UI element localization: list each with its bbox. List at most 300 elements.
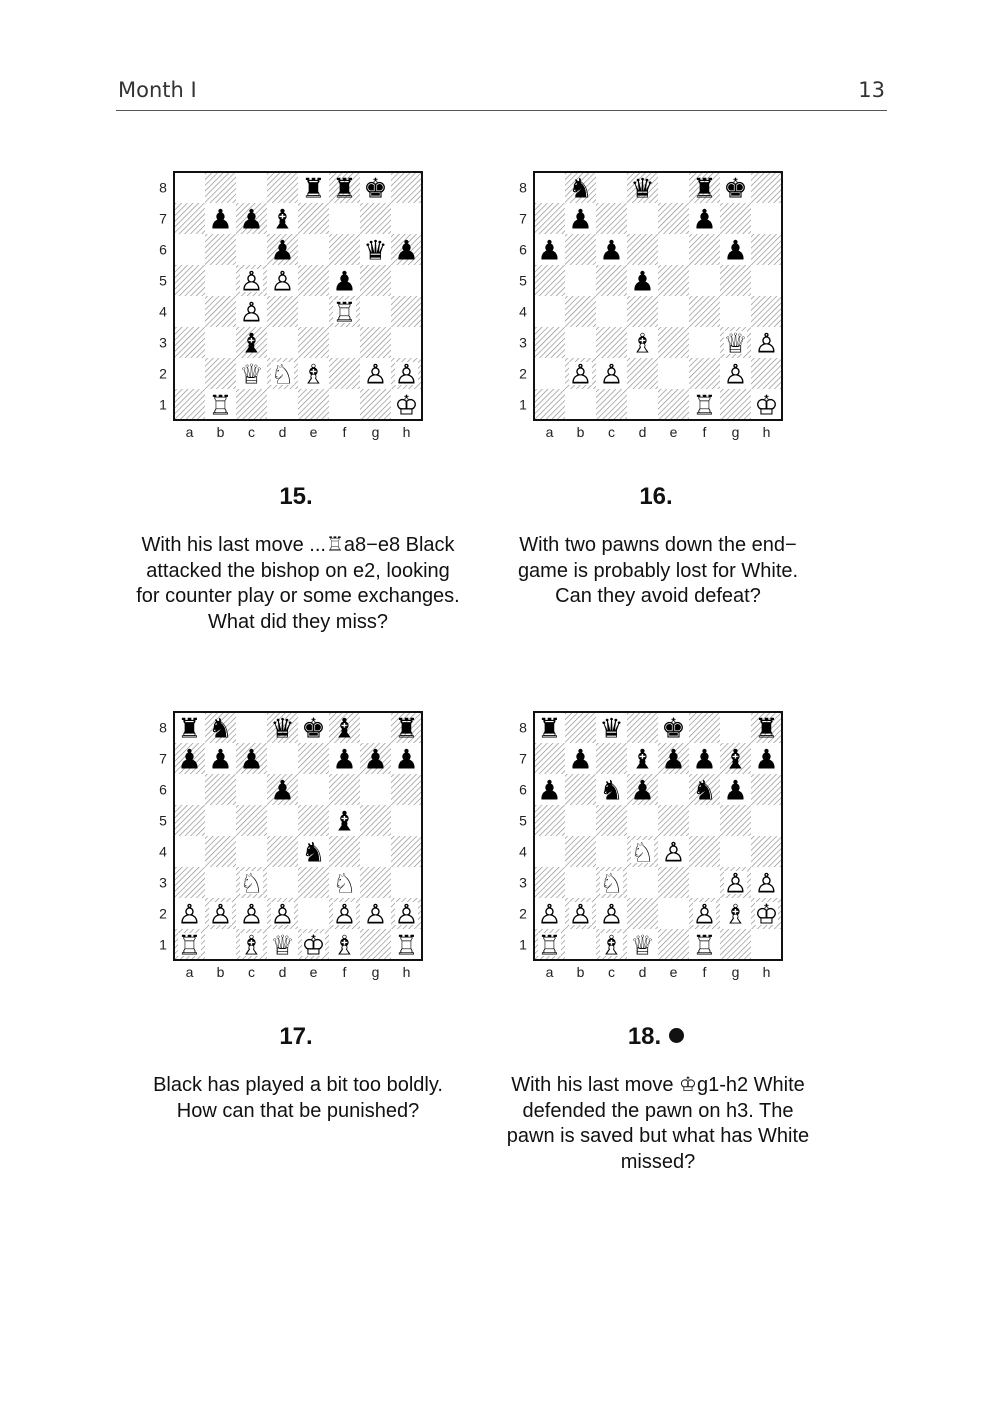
black-rook-icon: ♜ — [394, 713, 419, 745]
square-b3 — [205, 867, 236, 898]
white-pawn-icon: ♙ — [394, 359, 419, 391]
rank-label: 8 — [159, 719, 167, 736]
black-pawn-icon: ♟ — [692, 204, 717, 236]
square-e2 — [298, 898, 329, 929]
black-pawn-icon: ♟ — [568, 204, 593, 236]
square-c7 — [596, 203, 627, 234]
square-h3 — [391, 327, 422, 358]
white-pawn-icon: ♙ — [692, 899, 717, 931]
file-label: d — [278, 964, 287, 980]
white-queen-icon: ♕ — [270, 930, 295, 962]
square-h4 — [391, 296, 422, 327]
rank-label: 6 — [159, 781, 167, 798]
square-c8 — [236, 172, 267, 203]
file-label: f — [342, 964, 347, 980]
square-d2 — [627, 898, 658, 929]
square-d2 — [627, 358, 658, 389]
square-f4 — [689, 296, 720, 327]
square-g3 — [360, 327, 391, 358]
file-label: b — [576, 424, 585, 440]
black-pawn-icon: ♟ — [363, 744, 388, 776]
rank-label: 3 — [519, 334, 527, 351]
black-knight-icon: ♞ — [692, 775, 717, 807]
square-d5 — [267, 805, 298, 836]
white-rook-icon: ♖ — [692, 390, 717, 422]
square-a1 — [534, 389, 565, 420]
square-e6 — [658, 234, 689, 265]
rank-label: 1 — [519, 396, 527, 413]
square-a4 — [174, 296, 205, 327]
file-label: d — [638, 964, 647, 980]
square-b8 — [205, 172, 236, 203]
square-a1 — [174, 389, 205, 420]
white-pawn-icon: ♙ — [394, 899, 419, 931]
square-c5 — [596, 805, 627, 836]
square-b6 — [565, 234, 596, 265]
square-h8 — [751, 172, 782, 203]
white-pawn-icon: ♙ — [661, 837, 686, 869]
file-label: c — [248, 964, 255, 980]
square-b5 — [205, 805, 236, 836]
puzzle-number-18: 18. — [556, 1023, 756, 1051]
white-knight-icon: ♘ — [270, 359, 295, 391]
puzzle-number-17: 17. — [279, 1023, 313, 1050]
square-c8 — [596, 172, 627, 203]
file-label: h — [762, 424, 771, 440]
puzzle-description-15: With his last move ...♖a8−e8 Black attacked the bishop on e2, looking for counter play or some exchanges. What did they miss? — [136, 534, 460, 633]
square-h7 — [751, 203, 782, 234]
black-rook-icon: ♜ — [177, 713, 202, 745]
black-pawn-icon: ♟ — [661, 744, 686, 776]
square-e6 — [298, 774, 329, 805]
square-f2 — [689, 358, 720, 389]
square-d3 — [267, 867, 298, 898]
rank-label: 6 — [519, 781, 527, 798]
black-knight-icon: ♞ — [568, 173, 593, 205]
white-pawn-icon: ♙ — [177, 899, 202, 931]
square-h5 — [751, 265, 782, 296]
square-e6 — [298, 234, 329, 265]
square-g3 — [360, 867, 391, 898]
square-g1 — [720, 389, 751, 420]
black-knight-icon: ♞ — [208, 713, 233, 745]
square-e5 — [298, 805, 329, 836]
white-bishop-icon: ♗ — [301, 359, 326, 391]
square-d4 — [267, 836, 298, 867]
file-label: g — [731, 964, 740, 980]
square-f6 — [689, 234, 720, 265]
black-pawn-icon: ♟ — [332, 744, 357, 776]
square-e3 — [298, 327, 329, 358]
square-a8 — [174, 172, 205, 203]
black-pawn-icon: ♟ — [239, 204, 264, 236]
square-f3 — [689, 327, 720, 358]
white-pawn-icon: ♙ — [599, 899, 624, 931]
square-a3 — [174, 327, 205, 358]
square-f6 — [329, 234, 360, 265]
rank-label: 3 — [159, 334, 167, 351]
square-d3 — [267, 327, 298, 358]
square-c5 — [236, 805, 267, 836]
square-c6 — [236, 774, 267, 805]
square-e5 — [658, 265, 689, 296]
square-h8 — [391, 172, 422, 203]
white-rook-icon: ♖ — [332, 297, 357, 329]
black-pawn-icon: ♟ — [630, 266, 655, 298]
square-b5 — [205, 265, 236, 296]
black-pawn-icon: ♟ — [394, 235, 419, 267]
square-d7 — [267, 743, 298, 774]
white-king-icon: ♔ — [754, 899, 779, 931]
rank-label: 4 — [519, 303, 527, 320]
square-a2 — [174, 358, 205, 389]
white-pawn-icon: ♙ — [599, 359, 624, 391]
square-a3 — [534, 867, 565, 898]
file-label: f — [702, 964, 707, 980]
black-pawn-icon: ♟ — [568, 744, 593, 776]
white-pawn-icon: ♙ — [537, 899, 562, 931]
square-c7 — [596, 743, 627, 774]
black-rook-icon: ♜ — [332, 173, 357, 205]
black-knight-icon: ♞ — [301, 837, 326, 869]
square-f6 — [329, 774, 360, 805]
rank-label: 4 — [159, 303, 167, 320]
black-pawn-icon: ♟ — [239, 744, 264, 776]
rank-label: 1 — [159, 396, 167, 413]
white-pawn-icon: ♙ — [723, 359, 748, 391]
file-label: h — [402, 964, 411, 980]
rank-label: 7 — [159, 750, 167, 767]
square-b6 — [205, 774, 236, 805]
square-d8 — [267, 172, 298, 203]
white-bishop-icon: ♗ — [332, 930, 357, 962]
white-pawn-icon: ♙ — [363, 359, 388, 391]
black-pawn-icon: ♟ — [270, 235, 295, 267]
rank-label: 3 — [159, 874, 167, 891]
square-c4 — [236, 836, 267, 867]
file-label: g — [371, 964, 380, 980]
black-queen-icon: ♛ — [270, 713, 295, 745]
white-knight-icon: ♘ — [239, 868, 264, 900]
puzzle-number-16: 16. — [639, 483, 673, 510]
white-knight-icon: ♘ — [599, 868, 624, 900]
square-h6 — [751, 234, 782, 265]
square-g1 — [720, 929, 751, 960]
white-bishop-icon: ♗ — [239, 930, 264, 962]
file-label: a — [545, 964, 554, 980]
file-label: e — [309, 964, 318, 980]
square-g5 — [360, 805, 391, 836]
file-label: b — [216, 964, 225, 980]
square-a5 — [174, 805, 205, 836]
square-e7 — [298, 743, 329, 774]
square-g7 — [720, 203, 751, 234]
square-b5 — [565, 805, 596, 836]
white-pawn-icon: ♙ — [332, 899, 357, 931]
square-h4 — [391, 836, 422, 867]
square-a2 — [534, 358, 565, 389]
white-pawn-icon: ♙ — [239, 266, 264, 298]
black-king-icon: ♚ — [301, 713, 326, 745]
square-h1 — [751, 929, 782, 960]
square-f4 — [689, 836, 720, 867]
square-e5 — [658, 805, 689, 836]
white-knight-icon: ♘ — [332, 868, 357, 900]
square-e3 — [658, 327, 689, 358]
square-b6 — [565, 774, 596, 805]
black-bishop-icon: ♝ — [630, 744, 655, 776]
black-pawn-icon: ♟ — [599, 235, 624, 267]
file-label: c — [608, 424, 615, 440]
white-pawn-icon: ♙ — [754, 328, 779, 360]
square-g4 — [720, 836, 751, 867]
black-king-icon: ♚ — [661, 713, 686, 745]
square-c8 — [236, 712, 267, 743]
rank-label: 7 — [519, 750, 527, 767]
black-pawn-icon: ♟ — [208, 204, 233, 236]
white-knight-icon: ♘ — [630, 837, 655, 869]
rank-label: 8 — [519, 719, 527, 736]
square-a8 — [534, 172, 565, 203]
square-a4 — [534, 296, 565, 327]
black-pawn-icon: ♟ — [270, 775, 295, 807]
square-h2 — [751, 358, 782, 389]
square-a7 — [534, 743, 565, 774]
chapter-title: Month I — [118, 78, 197, 102]
chessboard-18 — [510, 712, 800, 987]
square-e1 — [658, 389, 689, 420]
square-f4 — [329, 836, 360, 867]
white-queen-icon: ♕ — [239, 359, 264, 391]
chessboard-17 — [150, 712, 440, 987]
white-pawn-icon: ♙ — [754, 868, 779, 900]
white-bishop-icon: ♗ — [599, 930, 624, 962]
black-knight-icon: ♞ — [599, 775, 624, 807]
file-label: b — [576, 964, 585, 980]
square-b5 — [565, 265, 596, 296]
square-b3 — [205, 327, 236, 358]
square-f7 — [329, 203, 360, 234]
black-king-icon: ♚ — [723, 173, 748, 205]
square-f5 — [689, 805, 720, 836]
square-h5 — [391, 265, 422, 296]
file-label: g — [731, 424, 740, 440]
square-b4 — [205, 296, 236, 327]
square-d4 — [267, 296, 298, 327]
black-rook-icon: ♜ — [754, 713, 779, 745]
square-g5 — [360, 265, 391, 296]
square-f2 — [329, 358, 360, 389]
rank-label: 3 — [519, 874, 527, 891]
square-c5 — [596, 265, 627, 296]
square-a5 — [174, 265, 205, 296]
square-g1 — [360, 389, 391, 420]
white-pawn-icon: ♙ — [363, 899, 388, 931]
white-rook-icon: ♖ — [208, 390, 233, 422]
rank-label: 5 — [159, 272, 167, 289]
rank-label: 5 — [519, 272, 527, 289]
square-c4 — [596, 296, 627, 327]
black-bishop-icon: ♝ — [239, 328, 264, 360]
puzzle-number-15: 15. — [279, 483, 313, 510]
difficulty-dot-icon — [669, 1028, 684, 1043]
white-pawn-icon: ♙ — [208, 899, 233, 931]
square-b1 — [565, 929, 596, 960]
square-e4 — [658, 296, 689, 327]
rank-label: 4 — [159, 843, 167, 860]
square-h7 — [391, 203, 422, 234]
black-bishop-icon: ♝ — [332, 713, 357, 745]
file-label: c — [248, 424, 255, 440]
square-e1 — [658, 929, 689, 960]
black-pawn-icon: ♟ — [537, 235, 562, 267]
square-h5 — [391, 805, 422, 836]
square-e3 — [658, 867, 689, 898]
white-queen-icon: ♕ — [630, 930, 655, 962]
black-bishop-icon: ♝ — [332, 806, 357, 838]
square-a6 — [174, 234, 205, 265]
square-h3 — [391, 867, 422, 898]
puzzle-description-17: Black has played a bit too boldly. How can that be punished? — [153, 1074, 443, 1122]
square-c3 — [596, 327, 627, 358]
black-pawn-icon: ♟ — [332, 266, 357, 298]
square-a5 — [534, 805, 565, 836]
square-a4 — [534, 836, 565, 867]
white-pawn-icon: ♙ — [270, 266, 295, 298]
black-queen-icon: ♛ — [630, 173, 655, 205]
file-label: a — [185, 964, 194, 980]
white-king-icon: ♔ — [754, 390, 779, 422]
file-label: h — [402, 424, 411, 440]
rank-label: 6 — [159, 241, 167, 258]
square-e8 — [658, 172, 689, 203]
square-f8 — [689, 712, 720, 743]
file-label: g — [371, 424, 380, 440]
square-g1 — [360, 929, 391, 960]
white-pawn-icon: ♙ — [270, 899, 295, 931]
rank-label: 1 — [159, 936, 167, 953]
rank-label: 1 — [519, 936, 527, 953]
white-pawn-icon: ♙ — [239, 297, 264, 329]
white-bishop-icon: ♗ — [630, 328, 655, 360]
square-d8 — [627, 712, 658, 743]
square-g7 — [360, 203, 391, 234]
black-pawn-icon: ♟ — [723, 775, 748, 807]
square-h5 — [751, 805, 782, 836]
square-h4 — [751, 836, 782, 867]
square-b2 — [205, 358, 236, 389]
square-c1 — [596, 389, 627, 420]
file-label: a — [545, 424, 554, 440]
white-king-icon: ♔ — [301, 930, 326, 962]
square-g8 — [720, 712, 751, 743]
square-a4 — [174, 836, 205, 867]
puzzle-description-18: With his last move ♔g1-h2 White defended the pawn on h3. The pawn is saved but what has White missed? — [506, 1074, 810, 1173]
white-king-icon: ♔ — [394, 390, 419, 422]
square-g4 — [360, 296, 391, 327]
rank-label: 5 — [519, 812, 527, 829]
file-label: a — [185, 424, 194, 440]
rank-label: 8 — [159, 179, 167, 196]
white-pawn-icon: ♙ — [568, 359, 593, 391]
file-label: e — [669, 424, 678, 440]
square-d4 — [627, 296, 658, 327]
square-f3 — [689, 867, 720, 898]
file-label: b — [216, 424, 225, 440]
square-a3 — [534, 327, 565, 358]
white-rook-icon: ♖ — [537, 930, 562, 962]
black-pawn-icon: ♟ — [630, 775, 655, 807]
square-g8 — [360, 712, 391, 743]
file-label: h — [762, 964, 771, 980]
rank-label: 8 — [519, 179, 527, 196]
page-number: 13 — [858, 78, 885, 102]
square-e2 — [658, 358, 689, 389]
square-a3 — [174, 867, 205, 898]
square-e3 — [298, 867, 329, 898]
white-bishop-icon: ♗ — [723, 899, 748, 931]
white-pawn-icon: ♙ — [568, 899, 593, 931]
black-pawn-icon: ♟ — [754, 744, 779, 776]
file-label: d — [278, 424, 287, 440]
black-pawn-icon: ♟ — [723, 235, 748, 267]
file-label: f — [702, 424, 707, 440]
file-label: f — [342, 424, 347, 440]
file-label: d — [638, 424, 647, 440]
black-queen-icon: ♛ — [363, 235, 388, 267]
rank-label: 2 — [159, 365, 167, 382]
square-e7 — [658, 203, 689, 234]
square-e5 — [298, 265, 329, 296]
white-rook-icon: ♖ — [692, 930, 717, 962]
white-pawn-icon: ♙ — [239, 899, 264, 931]
square-f1 — [329, 389, 360, 420]
rank-label: 7 — [159, 210, 167, 227]
square-b4 — [565, 296, 596, 327]
square-b3 — [565, 867, 596, 898]
square-b1 — [565, 389, 596, 420]
square-b4 — [565, 836, 596, 867]
file-label: e — [669, 964, 678, 980]
black-queen-icon: ♛ — [599, 713, 624, 745]
square-d1 — [627, 389, 658, 420]
rank-label: 5 — [159, 812, 167, 829]
square-a7 — [534, 203, 565, 234]
square-e1 — [298, 389, 329, 420]
square-d3 — [627, 867, 658, 898]
square-e4 — [298, 296, 329, 327]
black-king-icon: ♚ — [363, 173, 388, 205]
square-a7 — [174, 203, 205, 234]
file-label: c — [608, 964, 615, 980]
square-b8 — [565, 712, 596, 743]
square-g5 — [720, 805, 751, 836]
page-header — [116, 74, 887, 111]
square-b1 — [205, 929, 236, 960]
square-g5 — [720, 265, 751, 296]
square-e7 — [298, 203, 329, 234]
black-rook-icon: ♜ — [537, 713, 562, 745]
square-f3 — [329, 327, 360, 358]
square-h6 — [391, 774, 422, 805]
square-c6 — [236, 234, 267, 265]
square-c1 — [236, 389, 267, 420]
black-bishop-icon: ♝ — [270, 204, 295, 236]
square-h4 — [751, 296, 782, 327]
white-pawn-icon: ♙ — [723, 868, 748, 900]
square-c4 — [596, 836, 627, 867]
rank-label: 4 — [519, 843, 527, 860]
